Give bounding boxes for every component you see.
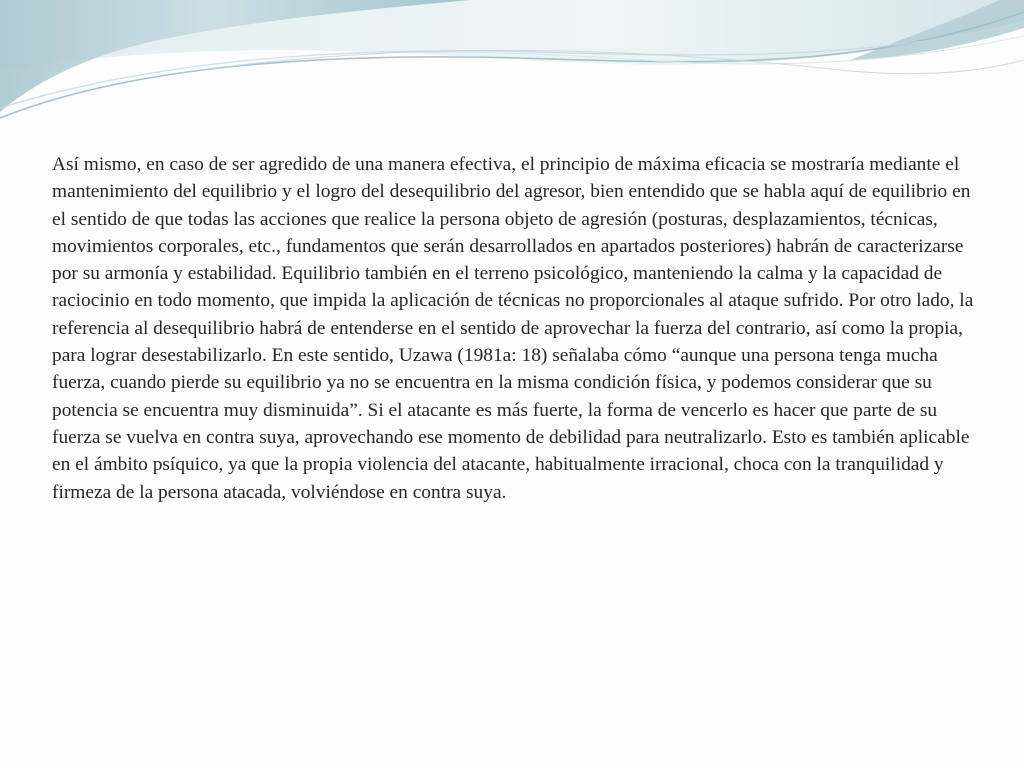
slide-body-text: Así mismo, en caso de ser agredido de una manera efectiva, el principio de máxima eficacia se mostraría mediante el mantenimiento del equilibrio y el logro del desequilibrio del agresor, bien entendido que se habla aquí de equilibrio en el sentido de que todas las acciones que realice la persona objeto de agresión (posturas, desplazamientos, técnicas, movimientos corporales, etc., fundamentos que serán desarrollados en apartados posteriores) habrán de caracterizarse por su armonía y estabilidad. Equilibrio también en el terreno psicológico, manteniendo la calma y la capacidad de raciocinio en todo momento, que impida la aplicación de técnicas no proporcionales al ataque sufrido. Por otro lado, la referencia al desequilibrio habrá de entenderse en el sentido de aprovechar la fuerza del contrario, así como la propia, para lograr desestabilizarlo. En este sentido, Uzawa (1981a: 18) señalaba cómo “aunque una persona tenga mucha fuerza, cuando pierde su equilibrio ya no se encuentra en la misma condición física, y podemos considerar que su potencia se encuentra muy disminuida”. Si el atacante es más fuerte, la forma de vencerlo es hacer que parte de su fuerza se vuelva en contra suya, aprovechando ese momento de debilidad para neutralizarlo. Esto es también aplicable en el ámbito psíquico, ya que la propia violencia del atacante, habitualmente irracional, choca con la tranquilidad y firmeza de la persona atacada, volviéndose en contra suya. [52, 154, 974, 503]
header-wave-decoration [0, 0, 1024, 130]
